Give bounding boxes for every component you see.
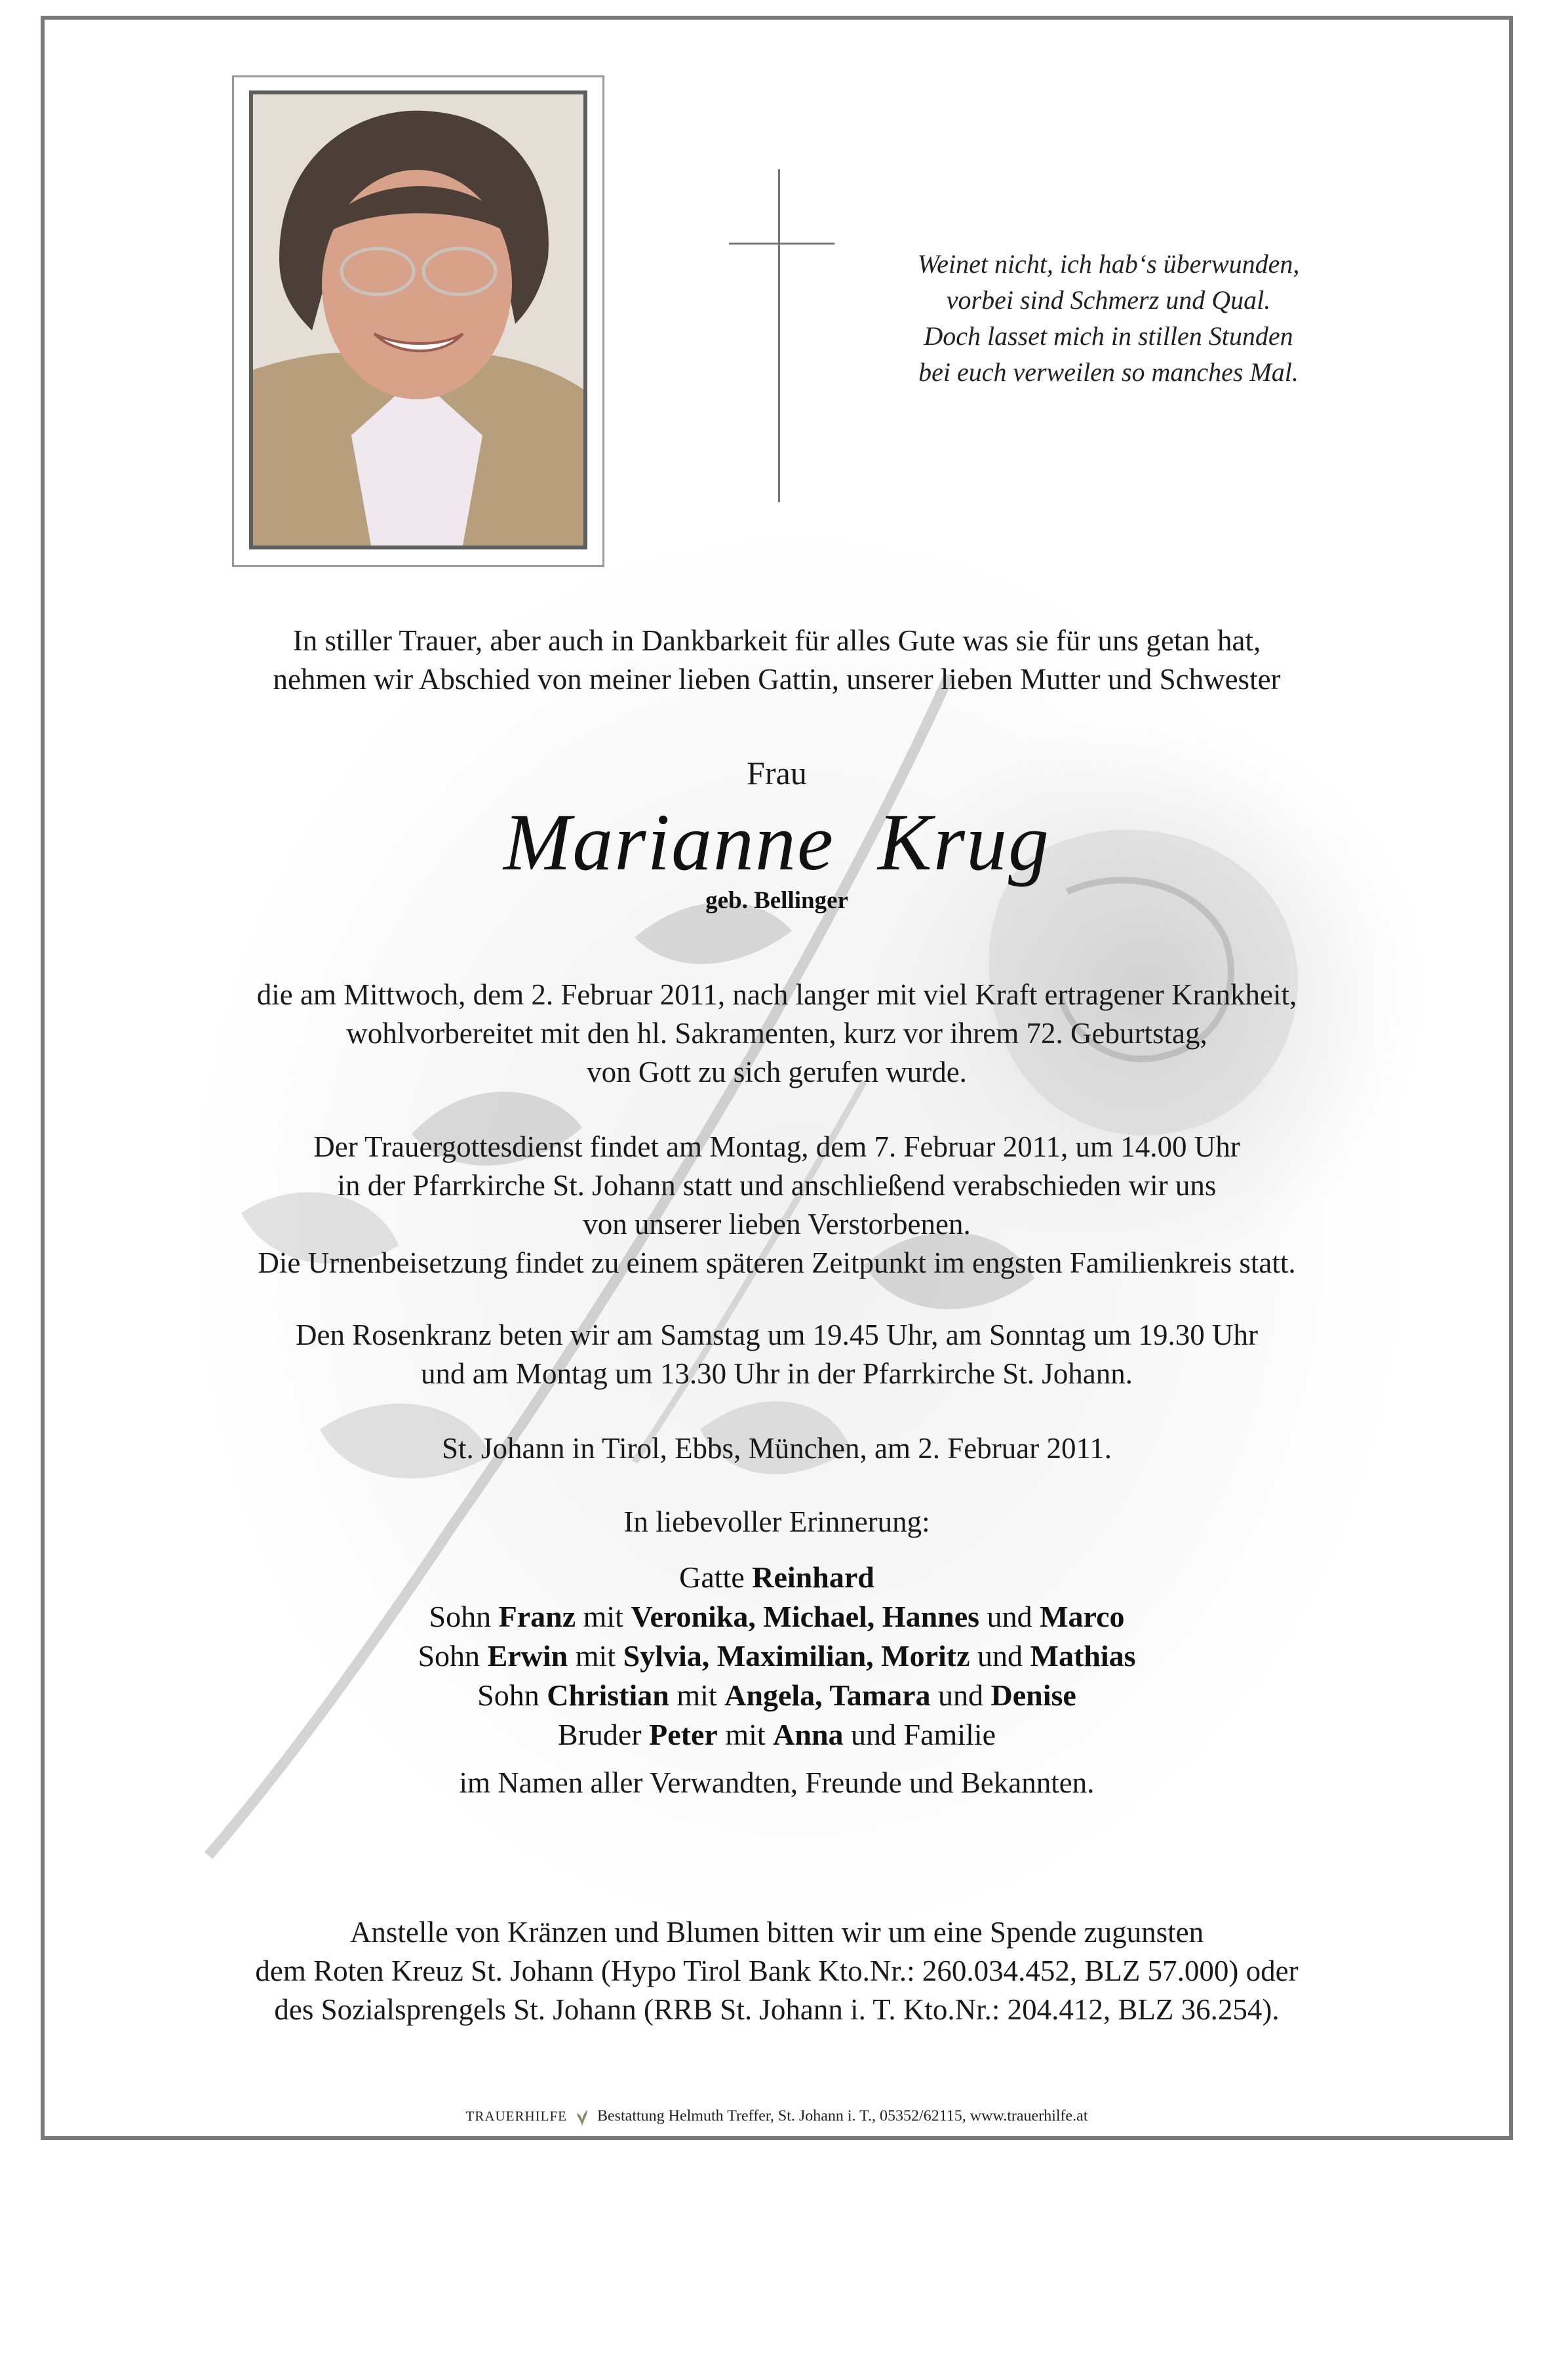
- rosary-line: und am Montag um 13.30 Uhr in der Pfarrkirche St. Johann.: [420, 1357, 1133, 1390]
- connector: mit: [717, 1718, 774, 1751]
- death-notice-line: von Gott zu sich gerufen wurde.: [587, 1056, 967, 1088]
- member-name: Mathias: [1030, 1639, 1136, 1673]
- leaf-icon: [575, 2107, 589, 2127]
- poem: [836, 246, 1381, 390]
- relation: Sohn: [477, 1678, 547, 1712]
- funeral-home-details: Bestattung Helmuth Treffer, St. Johann i. T., 05352/62115, www.trauerhilfe.at: [597, 2107, 1088, 2125]
- memory-heading: In liebevoller Erinnerung:: [623, 1505, 930, 1538]
- connector: mit: [669, 1678, 725, 1712]
- member-name: Christian: [547, 1678, 669, 1712]
- relation: Gatte: [679, 1560, 753, 1594]
- relation: Sohn: [429, 1600, 499, 1633]
- family-line: [45, 1676, 1509, 1715]
- portrait-photo: [249, 90, 587, 549]
- donation-line: des Sozialsprengels St. Johann (RRB St. Johann i. T. Kto.Nr.: 204.412, BLZ 36.254).: [274, 1993, 1280, 2026]
- birth-name: geb. Bellinger: [705, 887, 848, 914]
- intro-text: [45, 622, 1509, 699]
- poem-line: bei euch verweilen so manches Mal.: [918, 357, 1299, 387]
- cross-icon: [778, 169, 780, 502]
- deceased-name: Marianne Krug: [503, 797, 1050, 887]
- member-name: Franz: [498, 1600, 576, 1633]
- obituary-card: [41, 16, 1513, 2140]
- portrait-frame: [232, 75, 604, 567]
- connector: und: [930, 1678, 991, 1712]
- closing-line: im Namen aller Verwandten, Freunde und Bekannten.: [459, 1766, 1095, 1799]
- member-name: Sylvia, Maximilian, Moritz: [623, 1639, 970, 1673]
- salutation: Frau: [747, 755, 807, 791]
- rosary-line: Den Rosenkranz beten wir am Samstag um 19.45 Uhr, am Sonntag um 19.30 Uhr: [296, 1319, 1258, 1351]
- connector: und: [970, 1639, 1030, 1673]
- death-notice-line: die am Mittwoch, dem 2. Februar 2011, nach langer mit viel Kraft ertragener Krankheit,: [256, 978, 1297, 1011]
- connector: und Familie: [843, 1718, 996, 1751]
- poem-line: Doch lasset mich in stillen Stunden: [924, 321, 1293, 351]
- member-name: Anna: [773, 1718, 844, 1751]
- member-name: Reinhard: [752, 1560, 874, 1594]
- cross-icon-bar: [729, 243, 834, 245]
- funeral-home-brand: TRAUERHILFE: [465, 2108, 567, 2124]
- connector: mit: [576, 1600, 631, 1633]
- family-list: [45, 1558, 1509, 1755]
- family-line: [45, 1597, 1509, 1637]
- connector: und: [979, 1600, 1040, 1633]
- member-name: Erwin: [487, 1639, 568, 1673]
- service-info: [45, 1128, 1509, 1282]
- member-name: Denise: [990, 1678, 1076, 1712]
- donation-line: Anstelle von Kränzen und Blumen bitten wir um eine Spende zugunsten: [349, 1916, 1204, 1949]
- relation: Bruder: [557, 1718, 650, 1751]
- service-line: von unserer lieben Verstorbenen.: [583, 1208, 971, 1240]
- poem-line: Weinet nicht, ich hab‘s überwunden,: [917, 249, 1300, 279]
- donation-line: dem Roten Kreuz St. Johann (Hypo Tirol Bank Kto.Nr.: 260.034.452, BLZ 57.000) oder: [255, 1954, 1299, 1987]
- donation-request: [45, 1913, 1509, 2029]
- service-line: in der Pfarrkirche St. Johann statt und anschließend verabschieden wir uns: [337, 1169, 1217, 1202]
- service-line: Der Trauergottesdienst findet am Montag, dem 7. Februar 2011, um 14.00 Uhr: [313, 1130, 1240, 1163]
- funeral-home-footer: [45, 2107, 1509, 2127]
- death-notice: [45, 976, 1509, 1092]
- member-name: Angela, Tamara: [724, 1678, 931, 1712]
- service-line: Die Urnenbeisetzung findet zu einem späteren Zeitpunkt im engsten Familienkreis statt.: [258, 1246, 1296, 1279]
- intro-line: In stiller Trauer, aber auch in Dankbarkeit für alles Gute was sie für uns getan hat,: [292, 624, 1261, 657]
- rosary-info: [45, 1316, 1509, 1393]
- intro-line: nehmen wir Abschied von meiner lieben Gattin, unserer lieben Mutter und Schwester: [273, 663, 1281, 696]
- family-line: [45, 1715, 1509, 1755]
- family-line: [45, 1637, 1509, 1676]
- member-name: Marco: [1040, 1600, 1125, 1633]
- portrait-illustration: [253, 94, 583, 546]
- relation: Sohn: [418, 1639, 488, 1673]
- member-name: Peter: [649, 1718, 718, 1751]
- member-name: Veronika, Michael, Hannes: [631, 1600, 980, 1633]
- connector: mit: [568, 1639, 623, 1673]
- place-date: St. Johann in Tirol, Ebbs, München, am 2. Februar 2011.: [441, 1432, 1112, 1465]
- family-line: [45, 1558, 1509, 1597]
- poem-line: vorbei sind Schmerz und Qual.: [946, 285, 1271, 315]
- death-notice-line: wohlvorbereitet mit den hl. Sakramenten, kurz vor ihrem 72. Geburtstag,: [346, 1017, 1207, 1050]
